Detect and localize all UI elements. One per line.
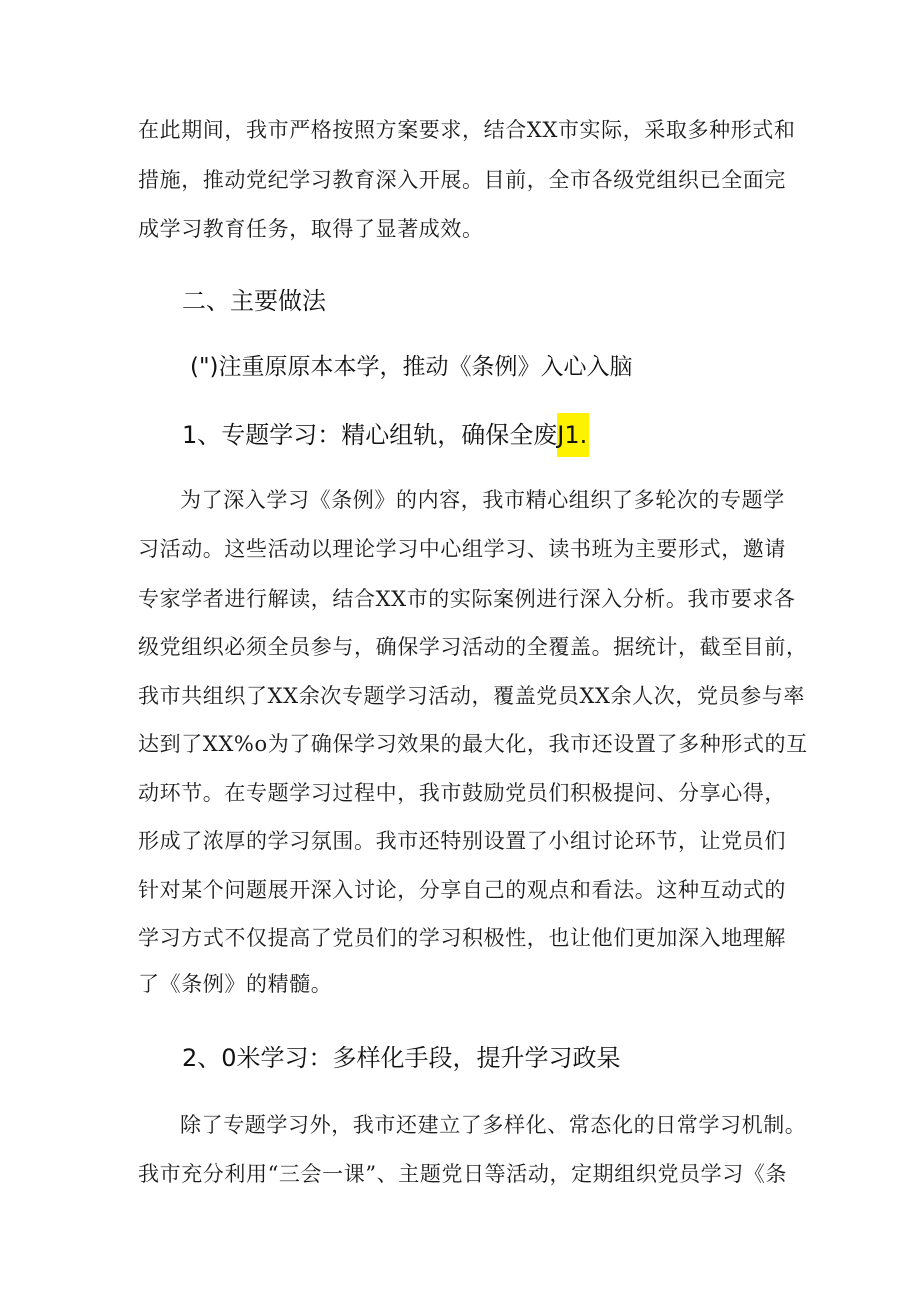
text-line: 级党组织必须全员参与，确保学习活动的全覆盖。据统计，截至目前， (138, 635, 808, 659)
text-line: 了《条例》的精髓。 (138, 972, 333, 996)
text-line: 我市充分利用“三会一课”、主题党日等活动，定期组织党员学习《条 (138, 1162, 788, 1186)
text-line: 除了专题学习外，我市还建立了多样化、常态化的日常学习机制。 (180, 1113, 807, 1137)
text-line: 措施，推动党纪学习教育深入开展。目前，全市各级党组织已全面完 (138, 168, 786, 192)
text-line: 成学习教育任务，取得了显著成效。 (138, 217, 484, 241)
text-line: 动环节。在专题学习过程中，我市鼓励党员们积极提问、分享心得， (138, 781, 786, 805)
text-line: 习活动。这些活动以理论学习中心组学习、读书班为主要形式，邀请 (138, 537, 786, 561)
text-line: 针对某个问题展开深入讨论，分享自己的观点和看法。这种互动式的 (138, 878, 786, 902)
section-heading: 二、主要做法 (182, 287, 326, 315)
text-line: 达到了XX%o为了确保学习效果的最大化，我市还设置了多种形式的互 (138, 732, 808, 756)
item1-heading-text: 1、专题学习：精心组轨，确保全废 (182, 421, 558, 449)
text-line: 学习方式不仅提高了党员们的学习积极性，也让他们更加深入地理解 (138, 926, 786, 950)
subsection-heading: (")注重原原本本学，推动《条例》入心入脑 (190, 354, 633, 380)
text-line: 专家学者进行解读，结合XX市的实际案例进行深入分析。我市要求各 (138, 587, 796, 611)
text-line: 在此期间，我市严格按照方案要求，结合XX市实际，采取多种形式和 (138, 118, 796, 142)
text-line: 形成了浓厚的学习氛围。我市还特别设置了小组讨论环节，让党员们 (138, 829, 786, 853)
item1-heading (182, 423, 589, 447)
text-line: 为了深入学习《条例》的内容，我市精心组织了多轮次的专题学 (180, 488, 785, 512)
highlighted-text: J1. (557, 413, 589, 457)
item2-heading: 2、0米学习：多样化手段，提升学习政杲 (182, 1044, 621, 1072)
text-line: 我市共组织了XX余次专题学习活动，覆盖党员XX余人次，党员参与率 (138, 684, 805, 708)
